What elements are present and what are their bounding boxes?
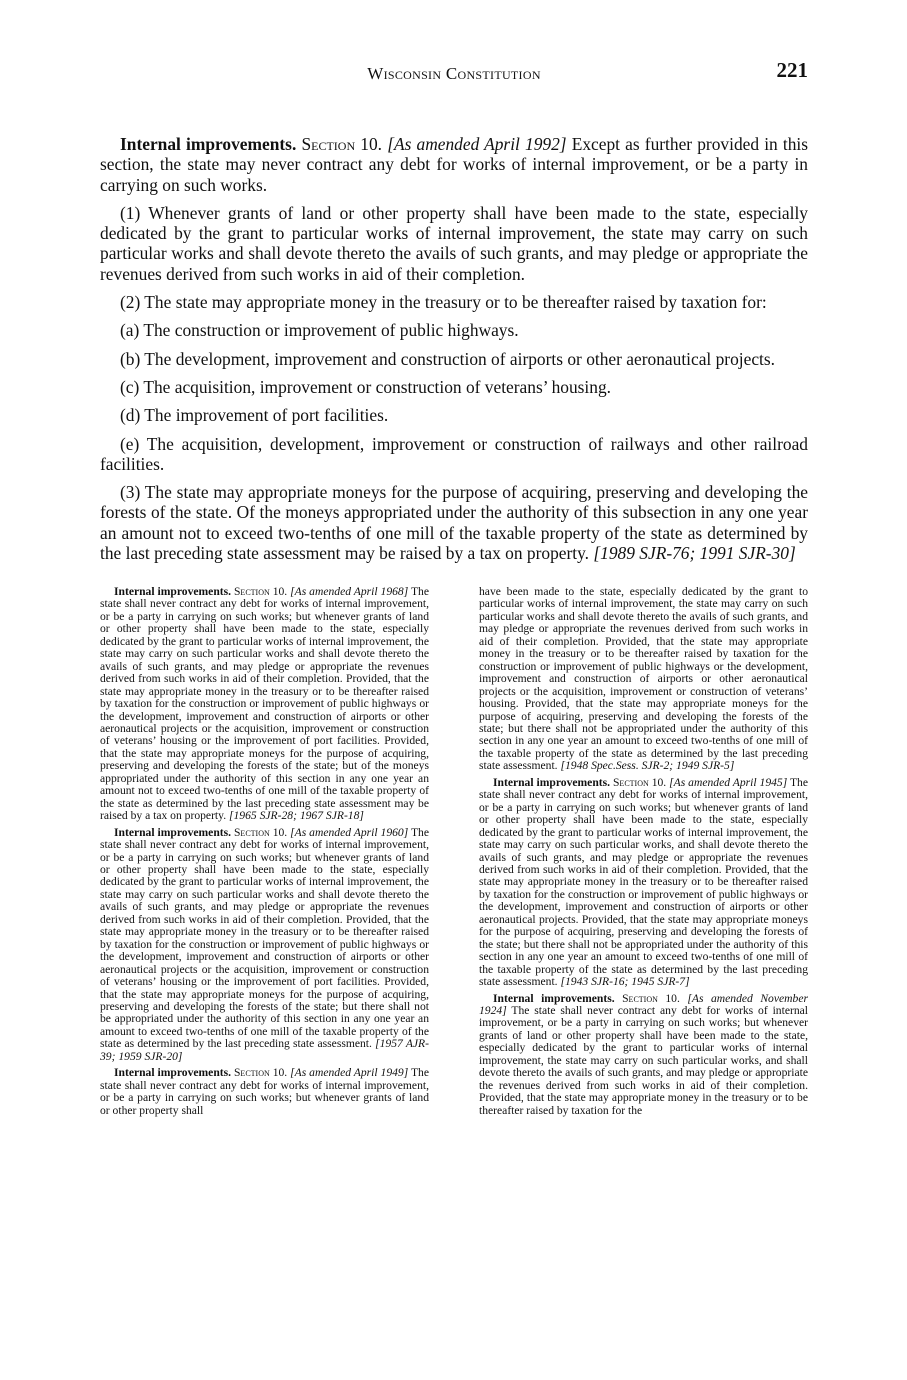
history-column-right xyxy=(479,586,808,1121)
entry-section: Section 10. xyxy=(233,585,288,598)
paragraph-3-text: (3) The state may appropriate moneys for the purpose of acquiring, preserving and developing the forests of the state. Of the moneys appropriated under the authority of this subsection in any one year an amount not to exceed two-tenths of one mill of the taxable property of the state as determined by the last preceding state assessment may be raised by a tax on property. xyxy=(100,482,808,564)
entry-citation: [1957 AJR-39; 1959 SJR-20] xyxy=(100,1037,429,1063)
history-notes xyxy=(100,586,808,1286)
entry-amendment: [As amended April 1968] xyxy=(290,585,409,598)
paragraph-2b: (b) The development, improvement and construction of airports or other aeronautical projects. xyxy=(120,348,775,369)
entry-text: have been made to the state, especially dedicated by the grant to particular works of internal improvement, the state may carry on such particular works and shall devote thereto the avails of such grants, and may pledge or appropriate the revenues derived from such works in aid of their completion. Provided, that the state may appropriate money in the treasury or to be thereafter raised by taxation for the construction or improvement of public highways or the development, improvement and construction of airports or other aeronautical projects or the acquisition, improvement or construction of veterans’ housing. Provided, that the state may appropriate moneys for the purpose of acquiring, preserving and developing the forests of the state; but there shall not be appropriated under the authority of this section in any one year an amount to exceed two-tenths of one mill of the taxable property of the state as determined by the last preceding state assessment. xyxy=(479,585,808,773)
entry-citation: [1965 SJR-28; 1967 SJR-18] xyxy=(229,809,364,823)
paragraph-2a: (a) The construction or improvement of public highways. xyxy=(120,320,519,341)
paragraph-2d: (d) The improvement of port facilities. xyxy=(120,405,389,426)
history-entry xyxy=(100,1067,429,1117)
history-entry xyxy=(479,993,808,1118)
page-header xyxy=(100,58,808,92)
amendment-note: [As amended April 1992] xyxy=(387,134,567,154)
paragraph-1: (1) Whenever grants of land or other property shall have been made to the state, especially dedicated by the grant to particular works of internal improvement, the state may carry on such particular works and shall devote thereto the avails of such grants, and may pledge or appropriate the revenues derived from such works in aid of their completion. xyxy=(100,202,808,284)
entry-heading: Internal improvements. xyxy=(114,1066,232,1080)
history-entry-continuation xyxy=(479,586,808,773)
history-entry xyxy=(479,777,808,989)
entry-citation: [1948 Spec.Sess. SJR-2; 1949 SJR-5] xyxy=(560,759,735,773)
paragraph-2: (2) The state may appropriate money in the treasury or to be thereafter raised by taxation for: xyxy=(120,292,767,313)
paragraph-3 xyxy=(100,482,808,563)
paragraph-2e: (e) The acquisition, development, improvement or construction of railways and other railroad facilities. xyxy=(100,433,808,474)
running-title: Wisconsin Constitution xyxy=(367,64,541,83)
entry-heading: Internal improvements. xyxy=(493,991,615,1005)
history-entry xyxy=(100,827,429,1064)
section-heading: Internal improvements. xyxy=(120,134,297,154)
entry-section: Section 10. xyxy=(233,825,288,839)
section-number: Section 10. xyxy=(301,134,383,154)
page-number: 221 xyxy=(776,58,808,82)
entry-section: Section 10. xyxy=(612,775,667,789)
history-entry xyxy=(100,586,429,823)
paragraph-3-citation: [1989 SJR-76; 1991 SJR-30] xyxy=(593,543,796,564)
entry-section: Section 10. xyxy=(622,991,680,1005)
entry-amendment: [As amended April 1949] xyxy=(290,1066,409,1080)
entry-heading: Internal improvements. xyxy=(114,825,232,839)
entry-amendment: [As amended April 1960] xyxy=(290,825,409,839)
entry-amendment: [As amended November 1924] xyxy=(479,991,808,1017)
entry-citation: [1943 SJR-16; 1945 SJR-7] xyxy=(560,975,690,989)
entry-text: The state shall never contract any debt for works of internal improvement, or be a party in carrying on such works; but whenever grants of land or other property shall have been made to the state, especially dedicated by the grant to particular works of internal improvement, the state may carry on such particular works and shall devote thereto the avails of such grants, and may pledge or appropriate the revenues derived from such works in aid of their completion. Provided, that the state may appropriate money in the treasury or to be thereafter raised by taxation for the construction or improvement of public highways or the development, improvement and construction of airports or other aeronautical projects or the acquisition, improvement or construction of veterans’ housing or the improvement of port facilities. Provided, that the state may appropriate moneys for the purpose of acquiring, preserving and developing the forests of the state; but there shall not be appropriated under the authority of this section in any one year an amount to exceed two-tenths of one mill of the taxable property of the state as determined by the last preceding state assessment. xyxy=(100,825,429,1051)
entry-text: The state shall never contract any debt for works of internal improvement, or be a party in carrying on such works; but whenever grants of land or other property shall have been made to the state, especially dedicated by the grant to particular works of internal improvement, the state may carry on such particular works, and shall devote thereto the avails of such grants, and may pledge or appropriate the revenues derived from such works in aid of their completion. Provided, that the state may appropriate money in the treasury or to be thereafter raised by taxation for the xyxy=(479,1003,808,1117)
history-column-left xyxy=(100,586,429,1121)
paragraph-2c: (c) The acquisition, improvement or construction of veterans’ housing. xyxy=(120,376,611,397)
entry-text: The state shall never contract any debt for works of internal improvement, or be a party in carrying on such works; but whenever grants of land or other property shall have been made to the state, especially dedicated by the grant to particular works of internal improvement, the state may carry on such particular works and shall devote thereto the avails of such grants, and may pledge or appropriate the revenues derived from such works in aid of their completion. Provided, that the state may appropriate money in the treasury or to be thereafter raised by taxation for the construction or improvement of public highways or the development, improvement and construction of airports or other aeronautical projects or the acquisition, improvement or construction of veterans’ housing or the improvement of port facilities. Provided, that the state may appropriate moneys for the purpose of acquiring, preserving and developing the forests of the state; but of the moneys appropriated under the authority of this section in any one year an amount not to exceed two-tenths of one mill of the taxable property of the state as determined by the last preceding state assessment may be raised by a tax on property. xyxy=(100,585,429,823)
section-text: Except as further provided in this section, the state may never contract any debt for works of internal improvement, or be a party in carrying on such works. xyxy=(100,134,808,195)
main-text xyxy=(100,134,808,571)
entry-heading: Internal improvements. xyxy=(493,775,611,789)
entry-text: The state shall never contract any debt for works of internal improvement, or be a party in carrying on such works; but whenever grants of land or other property shall have been made to the state, especially dedicated by the grant to particular works of internal improvement, the state may carry on such particular works, and shall devote thereto the avails of such grants, and may pledge or appropriate the revenues derived from such works in aid of their completion. Provided, that the state may appropriate money in the treasury or to be thereafter raised by taxation for the construction or improvement of public highways or the development, improvement and construction of airports or other aeronautical projects. Provided, that the state may appropriate moneys for the purpose of acquiring, preserving and developing the forests of the state; but there shall not be appropriated under the authority of this section in any one year an amount to exceed two-tenths of one mill of the taxable property of the state as determined by the last preceding state assessment. xyxy=(479,775,808,989)
entry-amendment: [As amended April 1945] xyxy=(669,775,788,789)
entry-text: The state shall never contract any debt for works of internal improvement, or be a party in carrying on such works; but whenever grants of land or other property shall xyxy=(100,1066,429,1117)
section-intro xyxy=(100,134,808,195)
entry-heading: Internal improvements. xyxy=(114,585,232,598)
entry-section: Section 10. xyxy=(233,1066,288,1080)
